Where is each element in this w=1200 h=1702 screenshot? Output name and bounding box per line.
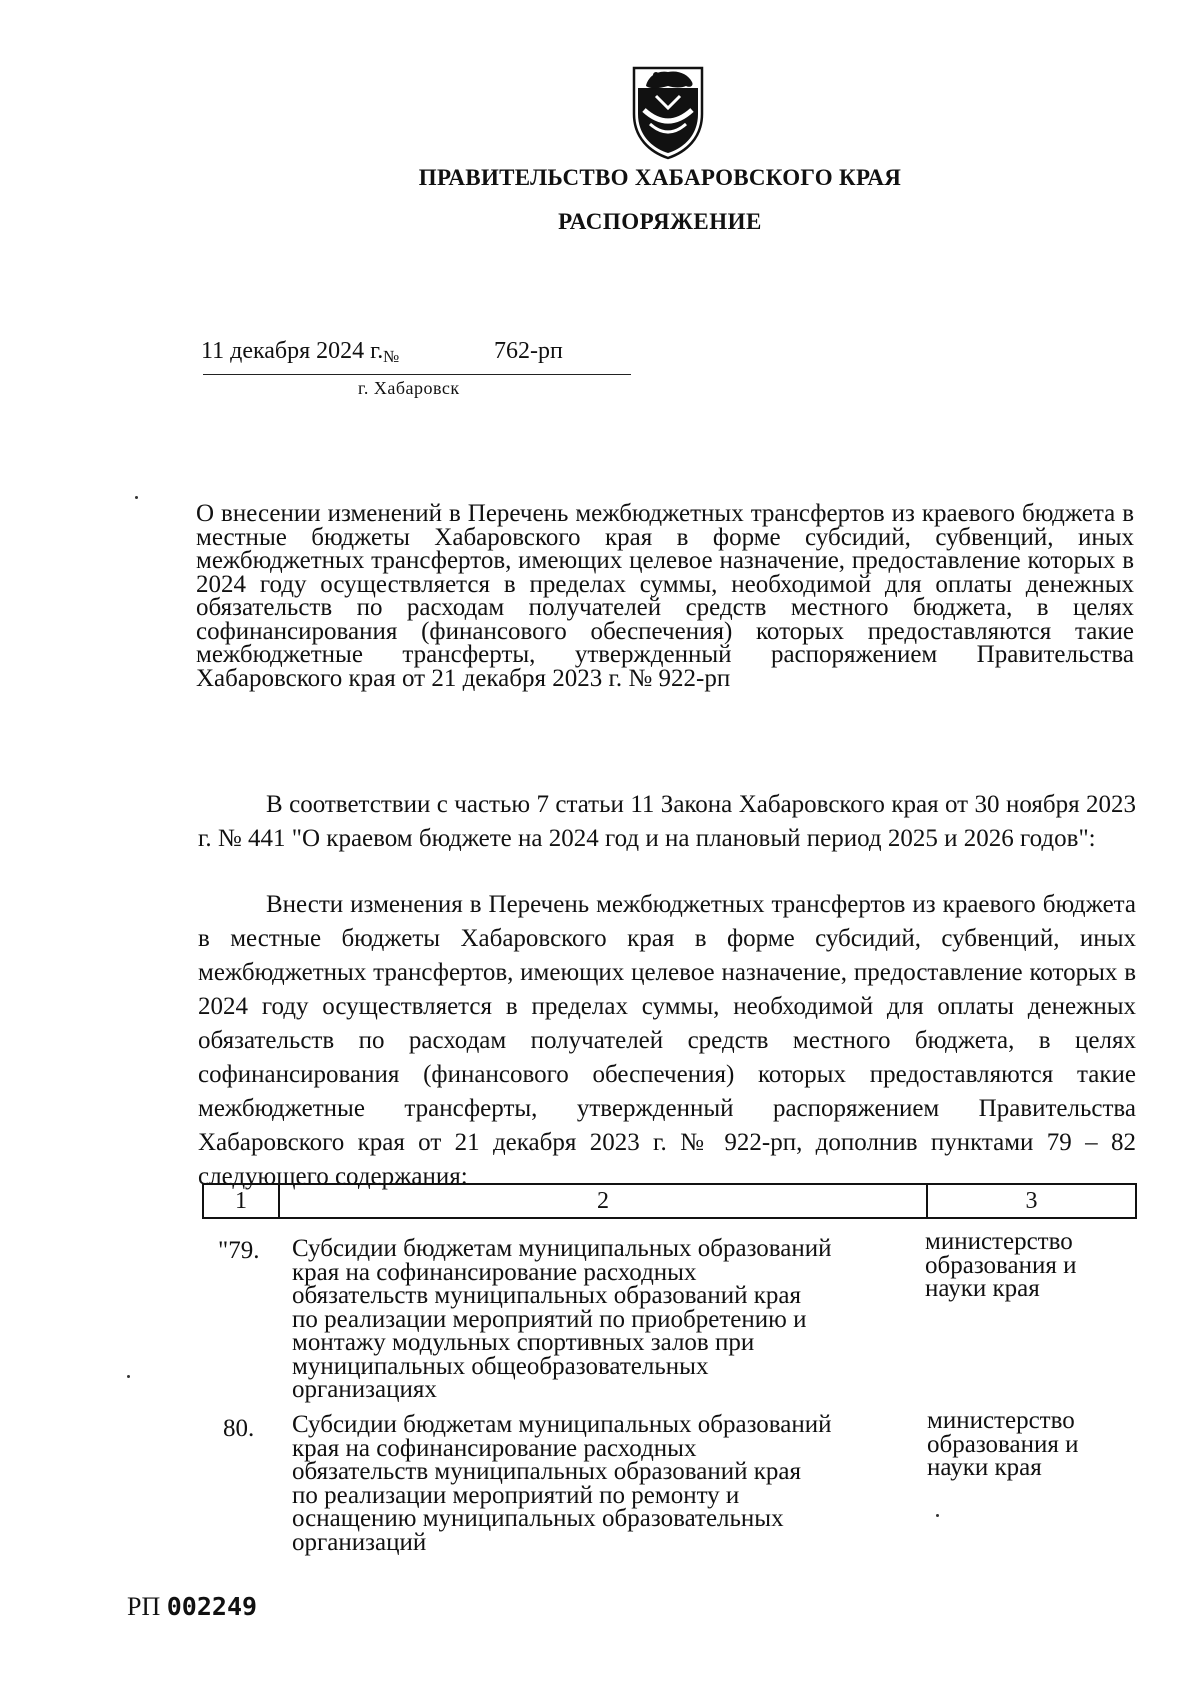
form-serial-prefix: РП [127,1592,161,1621]
row-ministry-line: министерство [925,1228,1073,1255]
row-number: "79. [218,1237,260,1264]
number-underline [373,374,631,375]
row-ministry-line: образования и [925,1251,1077,1279]
column-header-2: 2 [279,1184,927,1218]
row-description-line: по реализации мероприятий по ремонту и [292,1481,740,1509]
row-description [292,1237,912,1402]
coat-of-arms-icon [628,62,708,160]
scan-speck [135,496,138,499]
organization-title: ПРАВИТЕЛЬСТВО ХАБАРОВСКОГО КРАЯ [418,165,902,190]
document-number: 762-рп [494,338,563,364]
document-type-heading: РАСПОРЯЖЕНИЕ [558,209,762,234]
row-ministry-line: образования и [927,1430,1079,1458]
row-ministry-line: науки края [927,1454,1042,1481]
row-description-line: монтажу модульных спортивных залов при [292,1329,755,1356]
scan-speck [127,1375,130,1378]
column-header-1: 1 [203,1184,279,1218]
number-sign: № [383,347,400,366]
row-description-line: муниципальных общеобразовательных [292,1352,709,1380]
document-city: г. Хабаровск [358,378,460,398]
preamble-paragraph: В соответствии с частью 7 статьи 11 Закона Хабаровского края от 30 ноября 2023 г. № 441 "О краевом бюджете на 2024 год и на плановый период 2025 и 2026 годов": [198,791,1136,852]
row-description [292,1413,912,1554]
document-subject: О внесении изменений в Перечень межбюджетных трансфертов из краевого бюджета в местные бюджеты Хабаровского края в форме субсидий, субвенций, иных межбюджетных трансфертов, имеющих целевое назначение, предоставление которых в 2024 году осуществляется в пределах суммы, необходимой для оплаты денежных обязательств по расходам получателей средств местного бюджета, в целях софинансирования (финансового обеспечения) которых предоставляются такие межбюджетные трансферты, утвержденный распоряжением Правительства Хабаровского края от 21 декабря 2023 г. № 922-рп [196,500,1134,692]
row-ministry-line: министерство [927,1407,1075,1434]
row-ministry [925,1230,1125,1301]
form-serial-number [127,1592,257,1622]
row-description-line: организациях [292,1376,437,1403]
row-description-line: оснащению муниципальных образовательных [292,1505,784,1532]
document-date: 11 декабря 2024 г. [201,338,384,364]
column-header-3: 3 [927,1184,1136,1218]
row-ministry [927,1409,1127,1480]
row-description-line: Субсидии бюджетам муниципальных образований [292,1235,832,1262]
row-description-line: края на софинансирование расходных [292,1258,697,1286]
row-description-line: Субсидии бюджетам муниципальных образований [292,1411,832,1438]
row-description-line: организаций [292,1528,427,1556]
resolution-paragraph: Внести изменения в Перечень межбюджетных трансфертов из краевого бюджета в местные бюджеты Хабаровского края в форме субсидий, субвенций, иных межбюджетных трансфертов, имеющих целевое назначение, предоставление которых в 2024 году осуществляется в пределах суммы, необходимой для оплаты денежных обязательств по расходам получателей средств местного бюджета, в целях софинансирования (финансового обеспечения) которых предоставляются такие межбюджетные трансферты, утвержденный распоряжением Правительства Хабаровского края от 21 декабря 2023 г. № 922-рп, дополнив пунктами 79 – 82 следующего содержания: [198,891,1136,1190]
table-header [202,1183,1137,1219]
row-number: 80. [223,1415,255,1442]
row-ministry-line: науки края [925,1275,1040,1302]
row-description-line: по реализации мероприятий по приобретению и [292,1305,807,1333]
row-description-line: края на софинансирование расходных [292,1434,697,1462]
row-description-line: обязательств муниципальных образований края [292,1282,801,1309]
row-description-line: обязательств муниципальных образований края [292,1458,801,1485]
date-underline [203,374,375,375]
scan-speck [936,1514,939,1517]
form-serial-digits: 002249 [166,1592,258,1621]
